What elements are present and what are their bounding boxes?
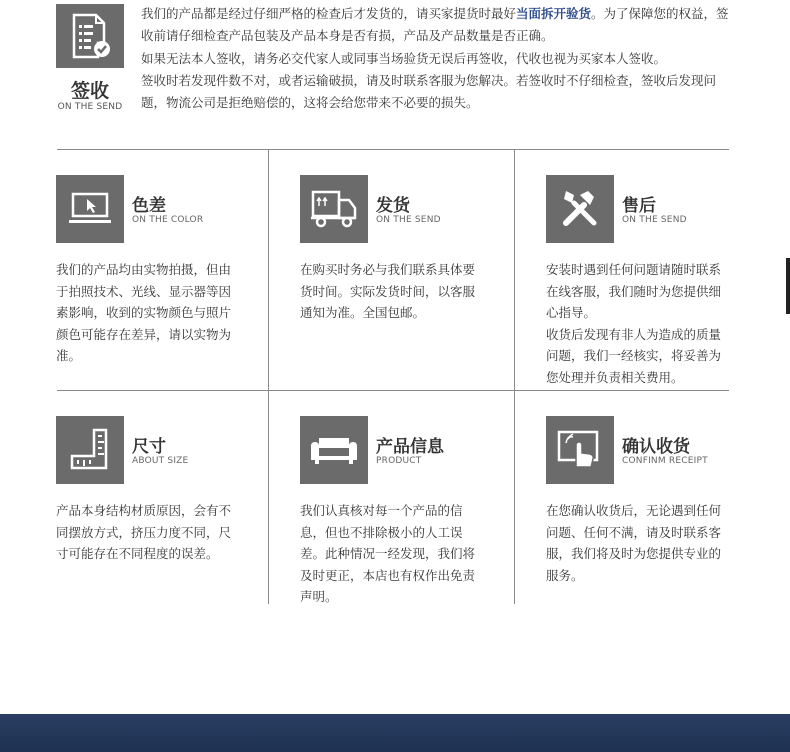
- card-after-sales-title: 售后: [622, 196, 656, 216]
- card-product-info-subtitle: PRODUCT: [376, 456, 422, 466]
- sign-subtitle: ON THE SEND: [57, 102, 123, 112]
- sign-highlight: 当面拆开验货: [516, 6, 592, 21]
- card-product-info-title: 产品信息: [376, 437, 444, 457]
- card-color-text: 我们的产品均由实物拍摄，但由于拍照技术、光线、显示器等因素影响，收到的实物颜色与照片颜色可能存在差异，请以实物为准。: [56, 262, 232, 363]
- sofa-icon: [300, 416, 368, 484]
- sign-para-2: 如果无法本人签收，请务必交代家人或同事当场验货无误后再签收，代收也视为买家本人签收。: [141, 50, 667, 66]
- signed-document-icon: [56, 4, 124, 68]
- card-confirm-receipt-subtitle: CONFINM RECEIPT: [622, 456, 708, 466]
- card-size-text: 产品本身结构材质原因，会有不同摆放方式，挤压力度不同，尺寸可能存在不同程度的误差。: [56, 503, 232, 561]
- card-shipping-title: 发货: [376, 196, 410, 216]
- laptop-cursor-icon: [56, 175, 124, 243]
- card-confirm-receipt-text: 在您确认收货后，无论遇到任何问题、任何不满，请及时联系客服，我们将及时为您提供专业的服务。: [546, 503, 722, 583]
- card-after-sales-text: 安装时遇到任何问题请随时联系在线客服，我们随时为您提供细心指导。 收货后发现有非人为造成的质量问题，我们一经核实，将妥善为您处理并负责相关费用。: [546, 262, 722, 385]
- sign-para-3: 签收时若发现件数不对，或者运输破损，请及时联系客服为您解决。若签收时不仔细检查，签收后发现问题，物流公司是拒绝赔偿的，这将会给您带来不必要的损失。: [141, 72, 717, 111]
- card-confirm-receipt-title: 确认收货: [622, 437, 690, 457]
- card-color-title: 色差: [132, 196, 166, 216]
- divider-col-1: [268, 149, 269, 604]
- divider-top: [57, 149, 729, 150]
- card-color-subtitle: ON THE COLOR: [132, 215, 204, 225]
- card-after-sales-subtitle: ON THE SEND: [622, 215, 687, 225]
- delivery-truck-icon: [300, 175, 368, 243]
- card-product-info-text: 我们认真核对每一个产品的信息，但也不排除极小的人工误差。此种情况一经发现，我们将及时更正，本店也有权作出免责声明。: [300, 503, 476, 604]
- card-size-subtitle: ABOUT SIZE: [132, 456, 189, 466]
- card-size-title: 尺寸: [132, 437, 166, 457]
- edge-marker: [786, 258, 790, 314]
- wrench-hammer-icon: [546, 175, 614, 243]
- sign-para-1: 我们的产品都是经过仔细严格的检查后才发货的，请买家提货时最好当面拆开验货。为了保障您的权益，签收前请仔细检查产品包装及产品本身是否有损，产品及产品数量是否正确。: [141, 6, 729, 44]
- card-shipping-subtitle: ON THE SEND: [376, 215, 441, 225]
- divider-middle: [57, 390, 729, 391]
- footer-band: [0, 714, 790, 752]
- divider-col-2: [514, 149, 515, 604]
- sign-title: 签收: [70, 80, 109, 102]
- ruler-icon: [56, 416, 124, 484]
- card-shipping-text: 在购买时务必与我们联系具体要货时间。实际发货时间，以客服通知为准。全国包邮。: [300, 262, 476, 320]
- touch-screen-hand-icon: [546, 416, 614, 484]
- sign-description: [141, 3, 733, 114]
